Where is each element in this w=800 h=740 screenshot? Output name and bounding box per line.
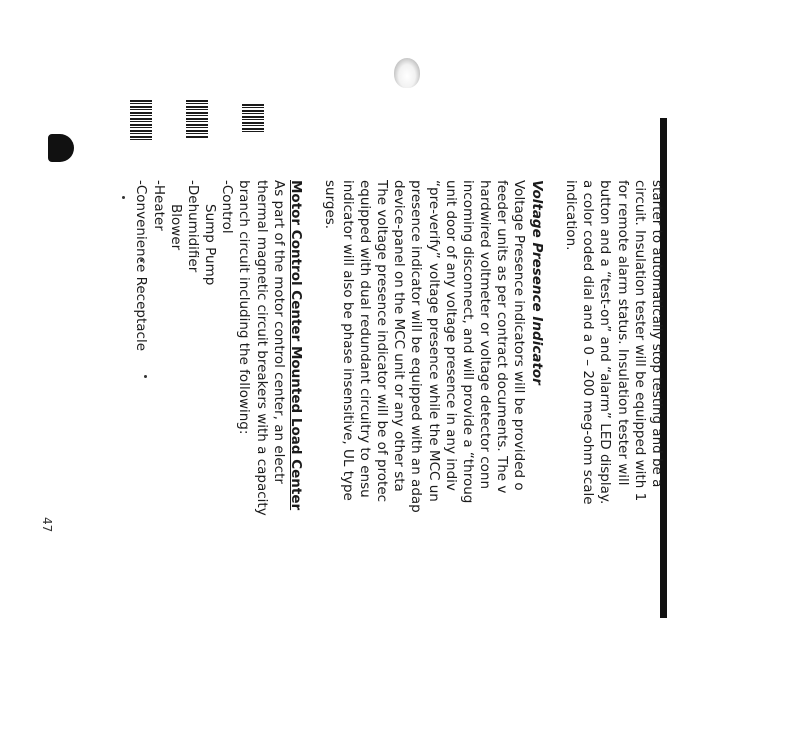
load-center-line: As part of the motor control center, an electr [270, 180, 287, 484]
barcode-strip-3 [242, 104, 264, 134]
intro-line: indication. [563, 180, 580, 251]
voltage-line: device-panel on the MCC unit or any other sta [391, 180, 408, 492]
binder-tab-mark [48, 134, 74, 162]
intro-line: circuit. Insulation tester will be equipped with 1 [631, 180, 648, 502]
voltage-line: equipped with dual redundant circuitry to ensu [356, 180, 373, 498]
list-item: -Convenience Receptacle [133, 180, 150, 352]
barcode-strip-1 [130, 100, 152, 140]
list-item: Sump Pump [202, 204, 219, 286]
list-item: -Heater [150, 180, 167, 231]
voltage-heading: Voltage Presence Indicator [528, 180, 545, 385]
voltage-line: unit door of any voltage presence in any indiv [442, 180, 459, 491]
voltage-line: presence indicator will be equipped with an adap [408, 180, 425, 513]
margin-dot [122, 196, 125, 199]
voltage-line: The voltage presence indicator will be of protec [374, 180, 390, 503]
load-center-line: branch circuit including the following: [236, 180, 253, 435]
load-center-line: thermal magnetic circuit breakers with a capacity [253, 180, 270, 516]
barcode-strip-2 [186, 100, 208, 138]
page-number: 47 [40, 517, 54, 533]
voltage-line: indicator will also be phase insensitive, UL type [339, 180, 356, 501]
voltage-line: surges. [322, 180, 339, 230]
list-item: Blower [167, 204, 184, 251]
list-item: -Dehumidifier [184, 180, 201, 273]
document-body [132, 180, 665, 740]
voltage-line: hardwired voltmeter or voltage detector conn [477, 180, 494, 490]
hole-punch [394, 58, 420, 88]
intro-line: a color coded dial and a 0 – 200 meg-ohm scale [580, 180, 597, 505]
voltage-line: feeder units as per contract documents. The v [494, 180, 511, 494]
list-item: -Control [219, 180, 236, 234]
voltage-line: “pre-verify” voltage presence while the MCC un [425, 180, 442, 502]
intro-line: for remote alarm status. Insulation tester will [614, 180, 631, 486]
intro-line: button and a “test-on” and “alarm” LED display. [597, 180, 614, 505]
intro-line: starter to automatically stop testing and be a [649, 180, 665, 488]
voltage-line: Voltage Presence indicators will be provided o [511, 180, 528, 491]
load-center-heading: Motor Control Center Mounted Load Center [288, 180, 305, 511]
voltage-line: incoming disconnect, and will provide a “throug [459, 180, 476, 504]
